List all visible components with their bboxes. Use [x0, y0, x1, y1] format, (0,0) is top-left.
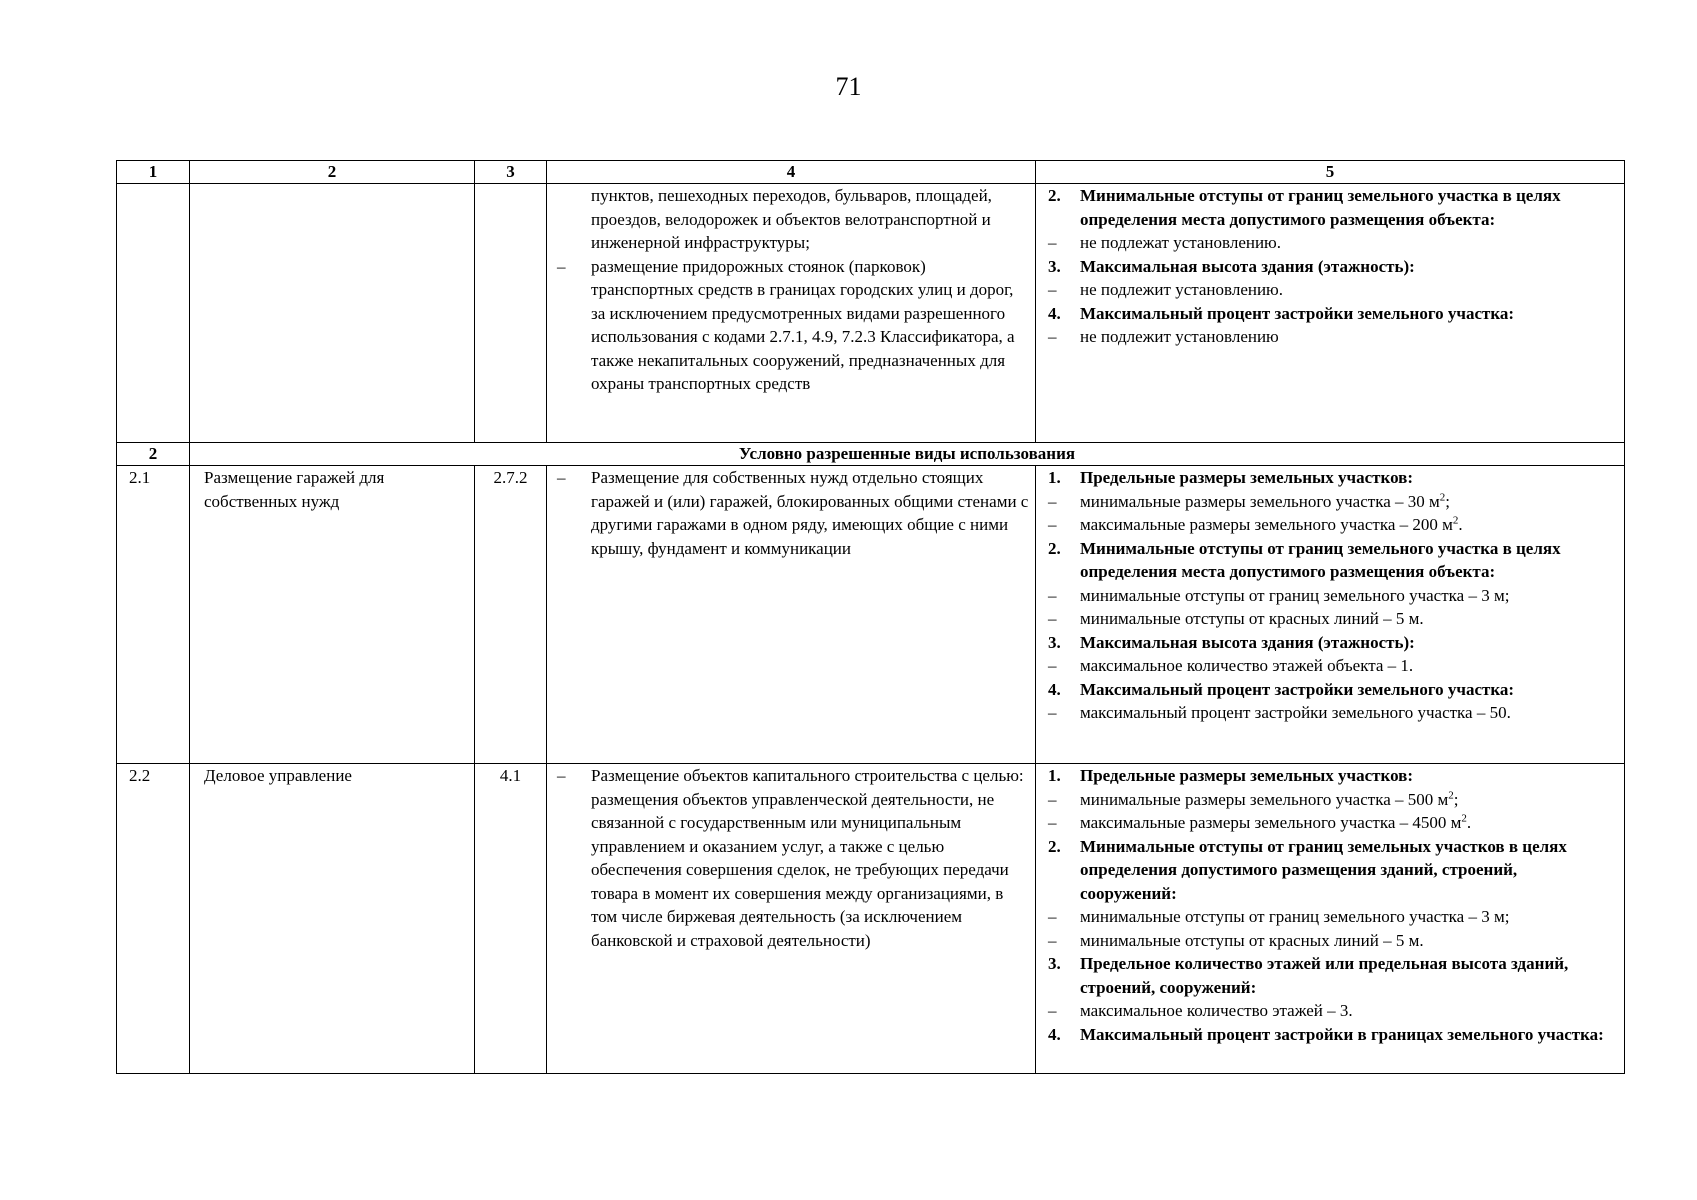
row-name: Деловое управление	[190, 764, 475, 1074]
parameter-value	[1042, 490, 1618, 514]
parameter-value	[1042, 607, 1618, 631]
dash-marker: –	[1048, 609, 1057, 628]
description-line: пунктов, пешеходных переходов, бульваров, площадей, проездов, велодорожек и объектов велотранспортной и инженерной инфраструктуры;	[591, 186, 992, 252]
table-row	[117, 466, 1625, 764]
row-classifier-code: 4.1	[475, 764, 547, 1074]
dash-marker: –	[557, 256, 566, 276]
cont-description-cell	[547, 184, 1036, 443]
parameter-tail: .	[1466, 813, 1472, 832]
table-row	[117, 764, 1625, 1074]
parameter-value	[1042, 654, 1618, 678]
parameter-tail: .	[1458, 515, 1463, 534]
cont-code-cell	[117, 184, 190, 443]
parameter-text: максимальные размеры земельного участка – 4500 м	[1080, 813, 1462, 832]
cont-classifier-cell	[475, 184, 547, 443]
parameter-heading	[1042, 255, 1618, 279]
superscript: 2	[1439, 490, 1446, 503]
parameter-text: минимальные отступы от границ земельного участка – 3 м;	[1080, 907, 1510, 926]
parameter-heading	[1042, 835, 1618, 906]
row-name: Размещение гаражей для собственных нужд	[190, 466, 475, 764]
row-parameters	[1036, 764, 1625, 1074]
dash-marker: –	[1048, 907, 1057, 926]
dash-marker: –	[1048, 327, 1057, 346]
parameter-number: 2.	[1048, 186, 1061, 205]
parameter-number: 4.	[1048, 303, 1061, 323]
dash-marker: –	[1048, 233, 1057, 252]
parameter-heading	[1042, 631, 1618, 655]
land-use-table	[116, 160, 1625, 1074]
dash-marker: –	[1048, 491, 1057, 511]
parameter-number: 3.	[1048, 632, 1061, 652]
parameter-text: Минимальные отступы от границ земельного участка в целях определения места допустимого размещения объекта:	[1080, 186, 1561, 229]
dash-marker: –	[1048, 930, 1057, 950]
parameter-value	[1042, 513, 1618, 537]
parameter-text: Предельные размеры земельных участков:	[1080, 468, 1414, 487]
dash-marker: –	[557, 766, 566, 785]
dash-marker: –	[1048, 515, 1057, 534]
dash-marker: –	[1048, 656, 1057, 675]
parameter-value	[1042, 929, 1618, 953]
parameter-text: максимальные размеры земельного участка – 200 м	[1080, 515, 1453, 534]
parameter-value	[1042, 278, 1618, 302]
parameter-text: Максимальная высота здания (этажность):	[1080, 632, 1415, 652]
parameter-text: минимальные отступы от границ земельного участка – 3 м;	[1080, 585, 1510, 605]
superscript: 2	[1448, 788, 1454, 801]
parameter-heading	[1042, 1023, 1618, 1047]
row-classifier-code: 2.7.2	[475, 466, 547, 764]
parameter-value	[1042, 231, 1618, 255]
dash-marker: –	[1048, 585, 1057, 605]
parameter-text: Минимальные отступы от границ земельных участков в целях определения допустимого размещения зданий, строений, сооружений:	[1080, 836, 1567, 903]
parameter-heading	[1042, 302, 1618, 326]
superscript: 2	[1452, 514, 1459, 527]
column-numbers-row	[117, 161, 1625, 184]
parameter-text: минимальные размеры земельного участка – 30 м	[1080, 491, 1440, 511]
parameter-text: Максимальный процент застройки в границах земельного участка:	[1080, 1024, 1604, 1044]
parameter-text: Максимальный процент застройки земельного участка:	[1080, 303, 1515, 323]
parameter-number: 3.	[1048, 256, 1061, 276]
parameter-heading	[1042, 678, 1618, 702]
parameter-value	[1042, 999, 1618, 1023]
cont-parameters-cell	[1036, 184, 1625, 443]
row-code: 2.2	[117, 764, 190, 1074]
parameter-value	[1042, 584, 1618, 608]
parameter-text: Минимальные отступы от границ земельного участка в целях определения места допустимого размещения объекта:	[1080, 538, 1561, 581]
parameter-text: Максимальная высота здания (этажность):	[1080, 256, 1415, 276]
parameter-text: минимальные отступы от красных линий – 5 м.	[1080, 609, 1424, 628]
row-description	[547, 466, 1036, 764]
dash-marker: –	[1048, 703, 1057, 722]
parameter-text: не подлежит установлению	[1080, 327, 1279, 346]
col-header-5: 5	[1036, 161, 1625, 184]
parameter-text: минимальные отступы от красных линий – 5 м.	[1080, 930, 1424, 950]
parameter-heading	[1042, 537, 1618, 584]
continued-row	[117, 184, 1625, 443]
col-header-2: 2	[190, 161, 475, 184]
row-parameters	[1036, 466, 1625, 764]
parameter-value	[1042, 811, 1618, 835]
parameter-tail: ;	[1453, 789, 1459, 809]
parameter-value	[1042, 325, 1618, 349]
description-item	[553, 255, 1029, 396]
parameter-number: 2.	[1048, 538, 1061, 558]
parameter-text: максимальное количество этажей объекта – 1.	[1080, 656, 1414, 675]
section-row	[117, 443, 1625, 466]
parameter-heading	[1042, 184, 1618, 231]
col-header-4: 4	[547, 161, 1036, 184]
row-description-text: Размещение для собственных нужд отдельно стоящих гаражей и (или) гаражей, блокированных общими стенами с другими гаражами в одном ряду, имеющих общие с ними крышу, фундамент и коммуникации	[591, 468, 1029, 558]
parameter-number: 2.	[1048, 836, 1061, 856]
section-title: Условно разрешенные виды использования	[190, 443, 1625, 466]
row-code: 2.1	[117, 466, 190, 764]
superscript: 2	[1461, 812, 1467, 825]
parameter-tail: ;	[1445, 491, 1450, 511]
parameter-heading	[1042, 466, 1618, 490]
dash-marker: –	[1048, 280, 1057, 299]
description-item-text: размещение придорожных стоянок (парковок) транспортных средств в границах городских улиц и дорог, за исключением предусмотренных видами разрешенного использования с кодами 2.7.1, 4.9, 7.2.3 Классификатора, а также некапитальных сооружений, предназначенных для охраны транспортных средств	[591, 256, 1015, 393]
parameter-number: 1.	[1048, 766, 1061, 785]
parameter-value	[1042, 701, 1618, 725]
section-number: 2	[117, 443, 190, 466]
parameter-text: Предельные размеры земельных участков:	[1080, 766, 1414, 785]
parameter-text: не подлежат установлению.	[1080, 233, 1282, 252]
row-description-text: Размещение объектов капитального строительства с целью: размещения объектов управленческой деятельности, не связанной с государственным или муниципальным управлением и оказанием услуг, а также с целью обеспечения совершения сделок, не требующих передачи товара в момент их совершения между организациями, в том числе биржевая деятельность (за исключением банковской и страховой деятельности)	[591, 766, 1024, 950]
parameter-text: Предельное количество этажей или предельная высота зданий, строений, сооружений:	[1080, 954, 1569, 997]
dash-marker: –	[557, 468, 566, 487]
parameter-value	[1042, 788, 1618, 812]
dash-marker: –	[1048, 1001, 1057, 1020]
parameter-number: 1.	[1048, 468, 1061, 487]
parameter-value	[1042, 905, 1618, 929]
parameter-heading	[1042, 952, 1618, 999]
parameter-number: 3.	[1048, 954, 1061, 973]
parameter-text: минимальные размеры земельного участка – 500 м	[1080, 789, 1449, 809]
cont-name-cell	[190, 184, 475, 443]
dash-marker: –	[1048, 813, 1057, 832]
parameter-text: максимальное количество этажей – 3.	[1080, 1001, 1353, 1020]
parameter-text: не подлежит установлению.	[1080, 280, 1284, 299]
row-description	[547, 764, 1036, 1074]
col-header-3: 3	[475, 161, 547, 184]
parameter-number: 4.	[1048, 1024, 1061, 1044]
col-header-1: 1	[117, 161, 190, 184]
parameter-text: Максимальный процент застройки земельного участка:	[1080, 679, 1515, 699]
parameter-number: 4.	[1048, 679, 1061, 699]
page-number: 71	[835, 72, 862, 101]
parameter-heading	[1042, 764, 1618, 788]
parameter-text: максимальный процент застройки земельного участка – 50.	[1080, 703, 1511, 722]
dash-marker: –	[1048, 789, 1057, 809]
